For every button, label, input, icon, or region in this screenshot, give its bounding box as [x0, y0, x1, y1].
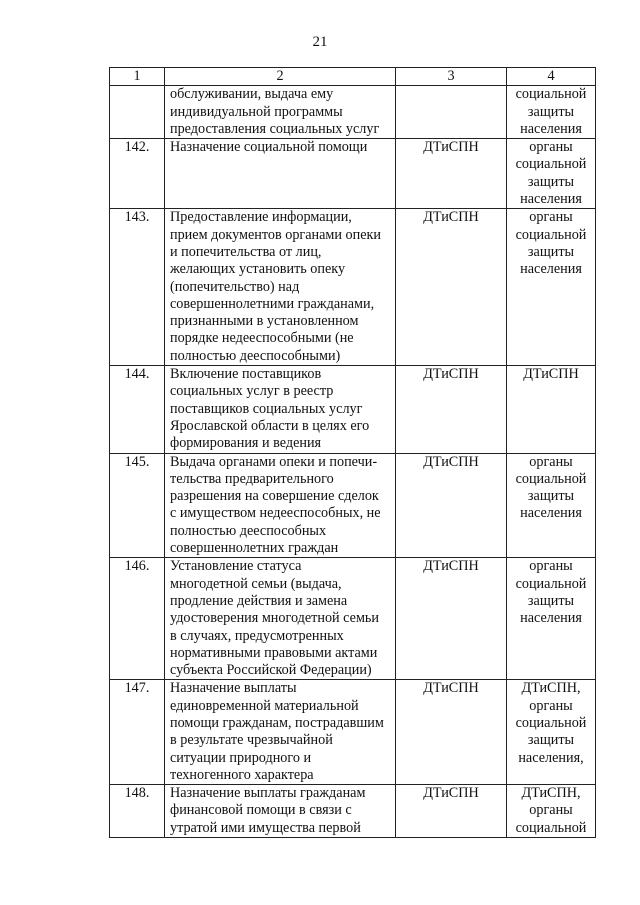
service-description-cell — [165, 86, 396, 139]
description-line: многодетной семьи (выдача, — [170, 575, 342, 592]
service-description-cell — [165, 209, 396, 366]
description-line: (попечительство) над — [170, 278, 300, 295]
description-line: продление действия и замена — [170, 592, 348, 609]
responsible-body-line: населения — [520, 610, 582, 627]
responsible-body-line: социальной — [515, 156, 587, 173]
description-line: и попечительства от лиц, — [170, 243, 322, 260]
header-cell: 3 — [396, 68, 507, 86]
description-line: социальных услуг в реестр — [170, 383, 334, 400]
responsible-body-cell — [507, 680, 596, 785]
department-cell — [396, 86, 507, 139]
table-row — [110, 366, 596, 453]
row-number-cell: 142. — [110, 139, 165, 209]
row-number-cell: 146. — [110, 558, 165, 680]
responsible-body-cell — [507, 209, 596, 366]
description-line: Ярославской области в целях его — [170, 417, 370, 434]
department-cell: ДТиСПН — [396, 366, 507, 453]
department-cell: ДТиСПН — [396, 785, 507, 838]
description-line: нормативными правовыми актами — [170, 644, 378, 661]
responsible-body-cell — [507, 86, 596, 139]
responsible-body-line: социальной — [515, 714, 587, 731]
description-line: удостоверения многодетной семьи — [170, 610, 379, 627]
table-row — [110, 86, 596, 139]
description-line: порядке недееспособными (не — [170, 330, 354, 347]
description-line: полностью дееспособными) — [170, 347, 341, 364]
description-line: Установление статуса — [170, 558, 302, 575]
row-number-cell: 145. — [110, 453, 165, 558]
description-line: Предоставление информации, — [170, 209, 352, 226]
responsible-body-line: населения — [520, 505, 582, 522]
department-cell: ДТиСПН — [396, 680, 507, 785]
responsible-body-line: социальной — [515, 226, 587, 243]
service-description-cell — [165, 680, 396, 785]
description-line: индивидуальной программы — [170, 103, 343, 120]
table-row — [110, 558, 596, 680]
description-line: Назначение выплаты гражданам — [170, 785, 366, 802]
table-header-row — [110, 68, 596, 86]
description-line: Выдача органами опеки и попечи- — [170, 453, 378, 470]
description-line: формирования и ведения — [170, 435, 322, 452]
responsible-body-line: социальной — [515, 86, 587, 103]
responsible-body-line: органы — [529, 139, 573, 156]
table-row — [110, 785, 596, 838]
service-description-cell — [165, 366, 396, 453]
responsible-body-line: ДТиСПН — [523, 366, 579, 383]
responsible-body-line: защиты — [527, 103, 575, 120]
table-row — [110, 453, 596, 558]
row-number-cell: 144. — [110, 366, 165, 453]
description-line: Назначение социальной помощи — [170, 139, 368, 156]
responsible-body-line: социальной — [515, 470, 587, 487]
responsible-body-line: населения, — [518, 749, 584, 766]
responsible-body-line: населения — [520, 261, 582, 278]
responsible-body-line: органы — [529, 209, 573, 226]
department-cell: ДТиСПН — [396, 209, 507, 366]
responsible-body-cell — [507, 558, 596, 680]
department-cell: ДТиСПН — [396, 558, 507, 680]
responsible-body-line: социальной — [515, 819, 587, 836]
service-description-cell — [165, 558, 396, 680]
row-number-cell — [110, 86, 165, 139]
responsible-body-cell — [507, 785, 596, 838]
responsible-body-cell — [507, 453, 596, 558]
responsible-body-line: органы — [529, 697, 573, 714]
responsible-body-line: населения — [520, 191, 582, 208]
description-line: единовременной материальной — [170, 697, 359, 714]
responsible-body-line: защиты — [527, 173, 575, 190]
services-table — [109, 67, 596, 838]
description-line: техногенного характера — [170, 766, 314, 783]
table-row — [110, 209, 596, 366]
description-line: совершеннолетними гражданами, — [170, 295, 375, 312]
responsible-body-line: населения — [520, 120, 582, 137]
responsible-body-line: ДТиСПН, — [521, 785, 581, 802]
table-row — [110, 139, 596, 209]
responsible-body-line: защиты — [527, 488, 575, 505]
responsible-body-line: органы — [529, 802, 573, 819]
description-line: тельства предварительного — [170, 470, 334, 487]
header-cell: 1 — [110, 68, 165, 86]
responsible-body-line: органы — [529, 558, 573, 575]
row-number-cell: 147. — [110, 680, 165, 785]
responsible-body-line: социальной — [515, 575, 587, 592]
service-description-cell — [165, 139, 396, 209]
header-cell: 2 — [165, 68, 396, 86]
description-line: утратой ими имущества первой — [170, 819, 361, 836]
description-line: признанными в установленном — [170, 313, 359, 330]
description-line: поставщиков социальных услуг — [170, 400, 363, 417]
responsible-body-line: органы — [529, 453, 573, 470]
description-line: совершеннолетних граждан — [170, 540, 339, 557]
description-line: помощи гражданам, пострадавшим — [170, 714, 384, 731]
responsible-body-line: ДТиСПН, — [521, 680, 581, 697]
responsible-body-line: защиты — [527, 243, 575, 260]
description-line: финансовой помощи в связи с — [170, 802, 352, 819]
description-line: ситуации природного и — [170, 749, 312, 766]
description-line: желающих установить опеку — [170, 261, 346, 278]
description-line: Включение поставщиков — [170, 366, 322, 383]
description-line: субъекта Российской Федерации) — [170, 662, 372, 679]
description-line: прием документов органами опеки — [170, 226, 382, 243]
description-line: в результате чрезвычайной — [170, 732, 333, 749]
row-number-cell: 143. — [110, 209, 165, 366]
responsible-body-cell — [507, 139, 596, 209]
description-line: полностью дееспособных — [170, 522, 327, 539]
description-line: в случаях, предусмотренных — [170, 627, 344, 644]
description-line: обслуживании, выдача ему — [170, 86, 334, 103]
department-cell: ДТиСПН — [396, 453, 507, 558]
responsible-body-line: защиты — [527, 592, 575, 609]
description-line: Назначение выплаты — [170, 680, 297, 697]
table-row — [110, 680, 596, 785]
description-line: с имуществом недееспособных, не — [170, 505, 381, 522]
row-number-cell: 148. — [110, 785, 165, 838]
responsible-body-line: защиты — [527, 732, 575, 749]
header-cell: 4 — [507, 68, 596, 86]
service-description-cell — [165, 453, 396, 558]
service-description-cell — [165, 785, 396, 838]
page-number: 21 — [312, 34, 328, 50]
description-line: разрешения на совершение сделок — [170, 488, 379, 505]
description-line: предоставления социальных услуг — [170, 120, 380, 137]
department-cell: ДТиСПН — [396, 139, 507, 209]
responsible-body-cell — [507, 366, 596, 453]
